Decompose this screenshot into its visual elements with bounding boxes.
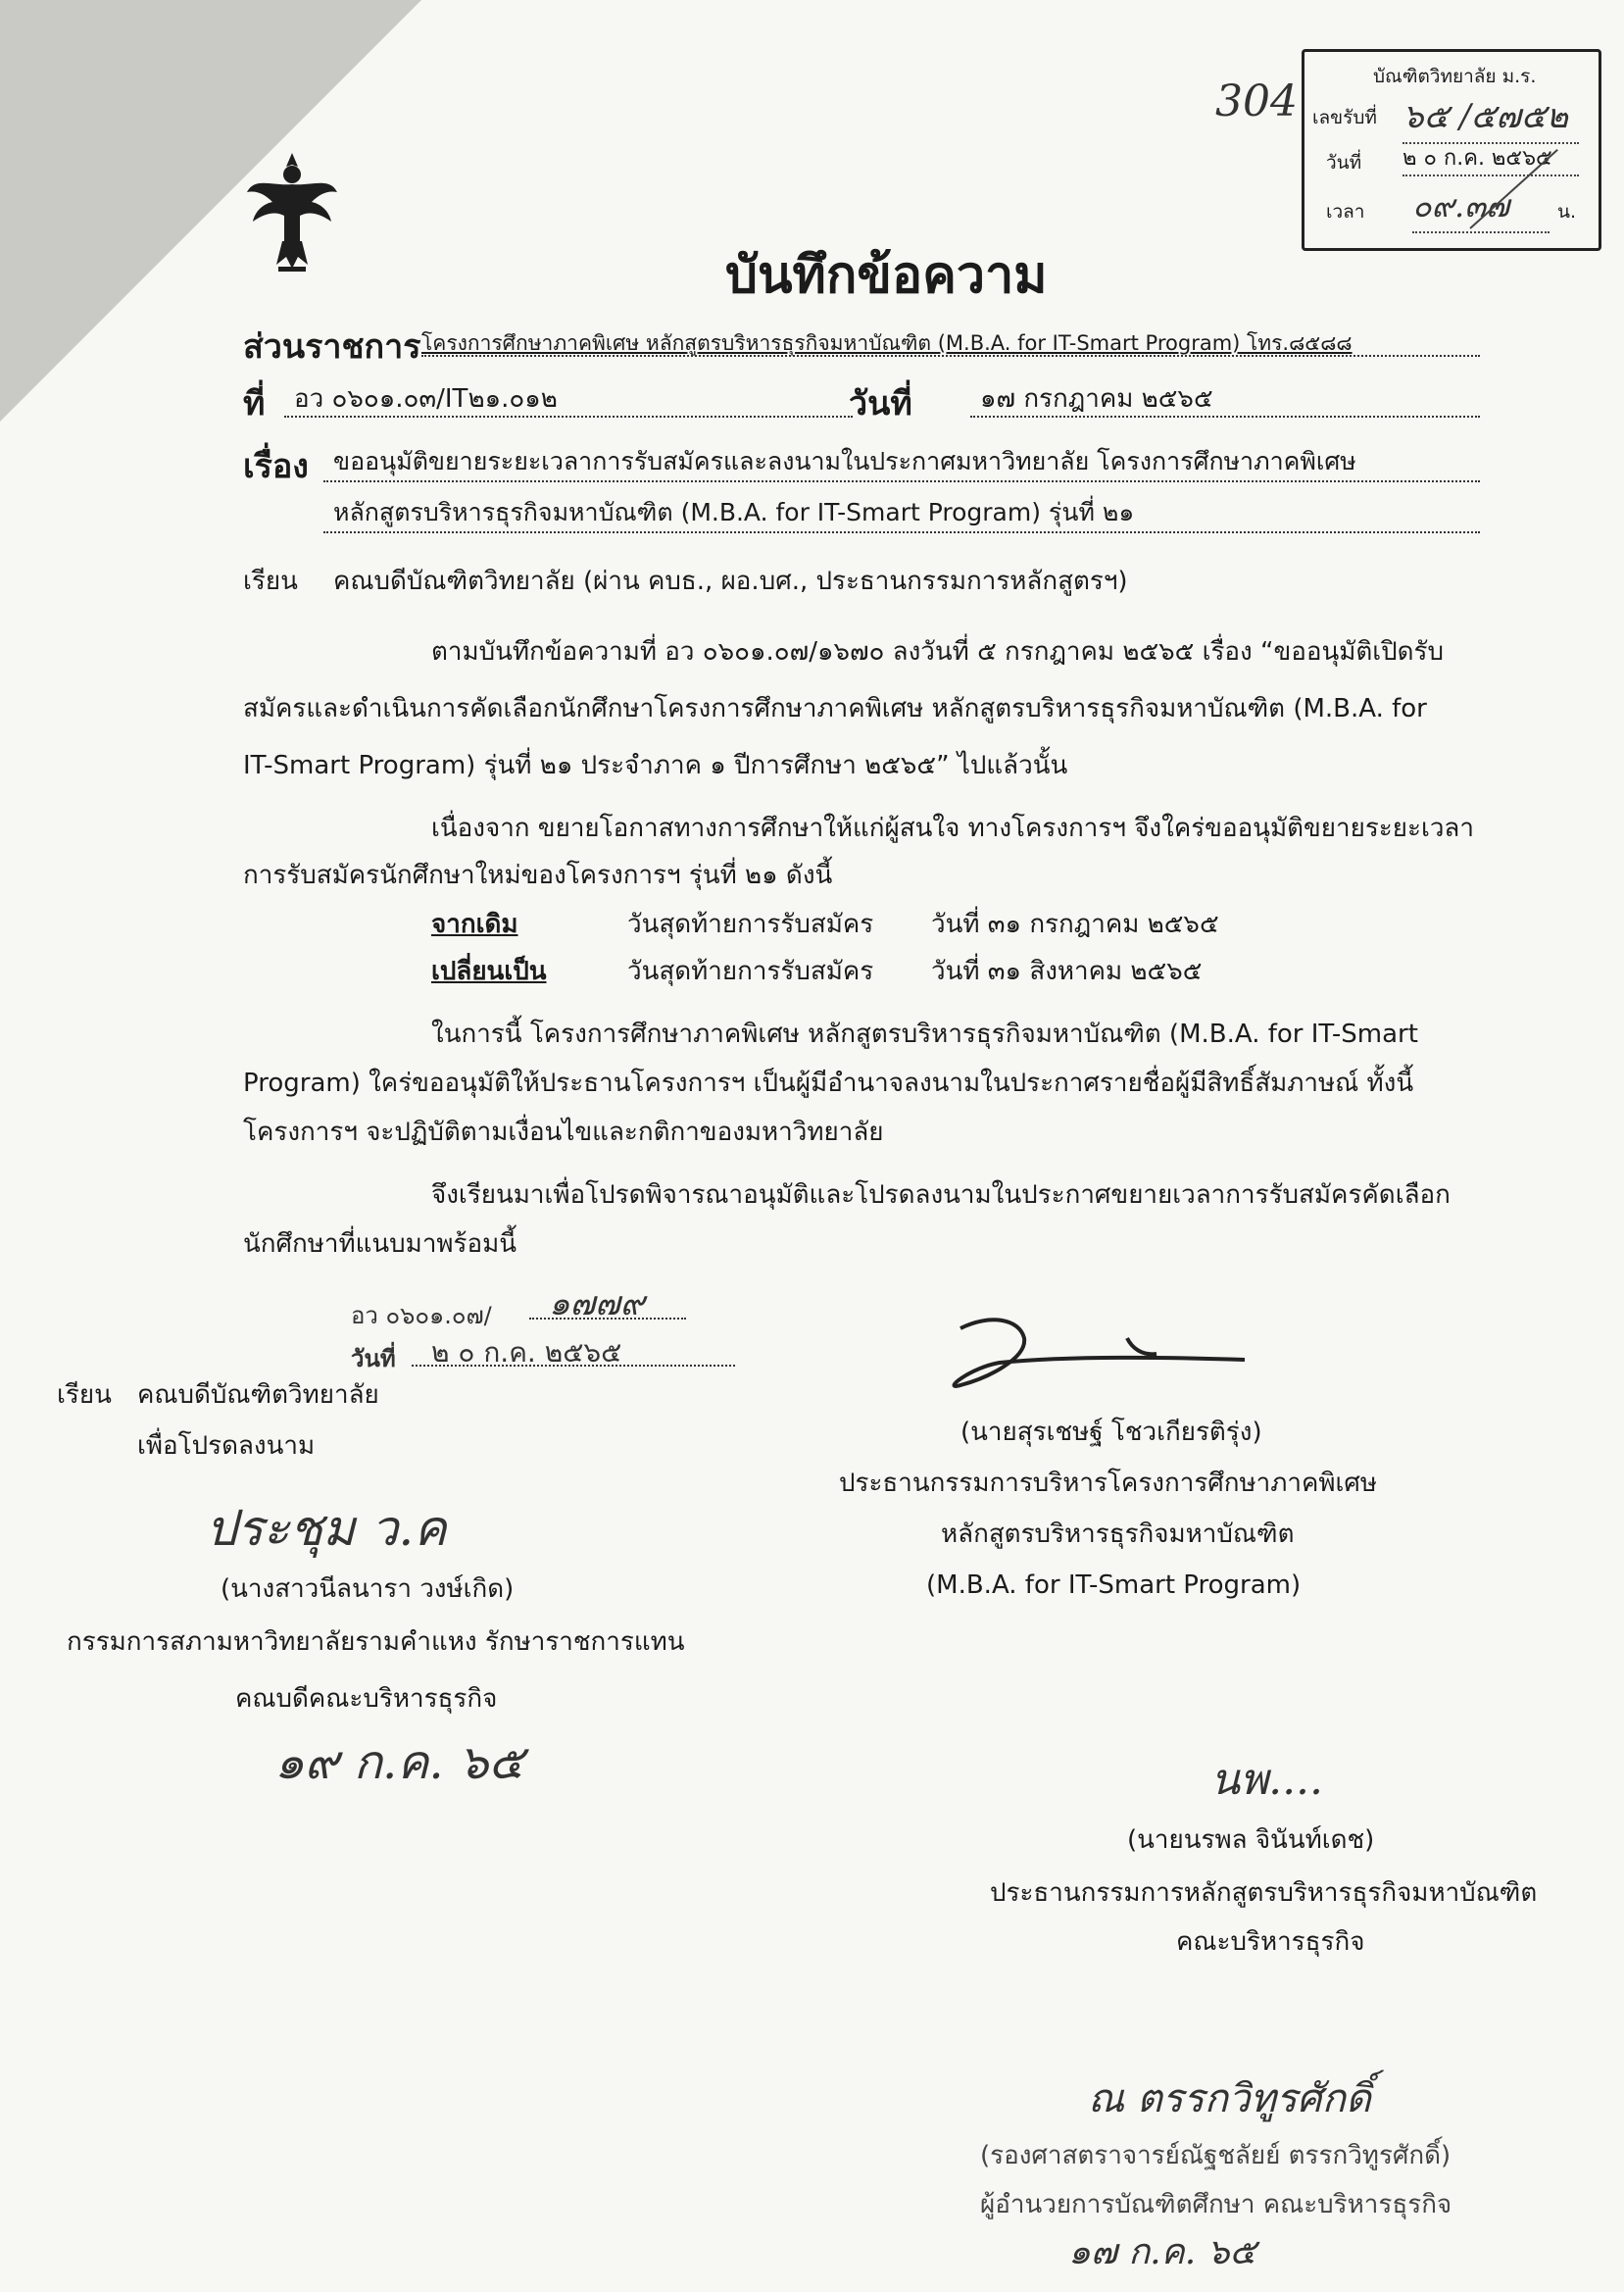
subject-line-1: ขออนุมัติขยายระยะเวลาการรับสมัครและลงนามในประกาศมหาวิทยาลัย โครงการศึกษาภาคพิเศษ (333, 447, 1356, 475)
outgoing-date-rule (412, 1365, 735, 1367)
endorse-to-value: คณบดีบัณฑิตวิทยาลัย (137, 1380, 379, 1410)
paragraph-3-line: Program) ใคร่ขออนุมัติให้ประธานโครงการฯ เป็นผู้มีอำนาจลงนามในประกาศรายชื่อผู้มีสิทธิ์สัมภาษณ์ ทั้งนี้ (243, 1069, 1414, 1098)
paragraph-1-line: สมัครและดำเนินการคัดเลือกนักศึกษาโครงการศึกษาภาคพิเศษ หลักสูตรบริหารธุรกิจมหาบัณฑิต (M.B.A. for (243, 694, 1427, 723)
stamp-date-label: วันที่ (1326, 152, 1362, 174)
garuda-emblem-icon (243, 147, 341, 274)
endorse-title: คณบดีคณะบริหารธุรกิจ (235, 1684, 498, 1714)
number-rule (284, 416, 853, 418)
signer-graduate-name: (รองศาสตราจารย์ณัฐชลัยย์ ตรรกวิทูรศักดิ์) (980, 2141, 1452, 2170)
stamp-time-label: เวลา (1326, 201, 1365, 223)
change-from-label: จากเดิม (431, 910, 518, 939)
change-from-date: วันที่ ๓๑ กรกฎาคม ๒๕๖๕ (931, 910, 1219, 939)
outgoing-date-value: ๒ ๐ ก.ค. ๒๕๖๕ (431, 1336, 622, 1369)
stamp-receipt-number: ๖๕ /๕๗๕๒ (1403, 89, 1579, 144)
outgoing-number-hand: ๑๗๗๙ (549, 1284, 645, 1323)
agency-label: ส่วนราชการ (243, 327, 421, 367)
to-value: คณบดีบัณฑิตวิทยาลัย (ผ่าน คบธ., ผอ.บศ., ประธานกรรมการหลักสูตรฯ) (333, 567, 1128, 596)
stamp-receipt-label: เลขรับที่ (1312, 107, 1377, 128)
paragraph-1-line: IT-Smart Program) รุ่นที่ ๒๑ ประจำภาค ๑ ปีการศึกษา ๒๕๖๕” ไปแล้วนั้น (243, 751, 1068, 780)
signer-main-title: หลักสูตรบริหารธุรกิจมหาบัณฑิต (941, 1520, 1295, 1549)
paragraph-2-line: การรับสมัครนักศึกษาใหม่ของโครงการฯ รุ่นที่ ๒๑ ดังนี้ (243, 861, 833, 890)
signer-graduate-signature: ณ ตรรกวิทูรศักดิ์ (1088, 2076, 1371, 2121)
subject-rule-1 (323, 480, 1480, 482)
endorse-name: (นางสาวนีลนารา วงษ์เกิด) (221, 1574, 515, 1604)
paragraph-3-line: โครงการฯ จะปฏิบัติตามเงื่อนไขและกติกาของมหาวิทยาลัย (243, 1118, 884, 1147)
signature-main-icon (931, 1309, 1255, 1417)
paragraph-2-line: เนื่องจาก ขยายโอกาสทางการศึกษาให้แก่ผู้สนใจ ทางโครงการฯ จึงใคร่ขออนุมัติขยายระยะเวลา (431, 814, 1474, 843)
paragraph-1-line: ตามบันทึกข้อความที่ อว ๐๖๐๑.๐๗/๑๖๗๐ ลงวันที่ ๕ กรกฎาคม ๒๕๖๕ เรื่อง “ขออนุมัติเปิดรับ (431, 637, 1445, 667)
handwritten-number: 304 (1215, 76, 1298, 126)
signer-program-signature: นพ.... (1210, 1755, 1324, 1805)
agency-value: โครงการศึกษาภาคพิเศษ หลักสูตรบริหารธุรกิจมหาบัณฑิต (M.B.A. for IT-Smart Program) โทร.๘๕๘๘ (421, 331, 1353, 355)
number-value: อว ๐๖๐๑.๐๓/IT๒๑.๐๑๒ (294, 384, 558, 414)
stamp-time-value: ๐๙.๓๗ (1412, 181, 1550, 233)
endorse-signature: ประชุม ว.ค (206, 1500, 447, 1557)
endorse-date: ๑๙ ก.ค. ๖๕ (274, 1735, 524, 1790)
endorse-title: กรรมการสภามหาวิทยาลัยรามคำแหง รักษาราชการแทน (67, 1627, 685, 1657)
outgoing-number-rule (529, 1318, 686, 1320)
signer-main-name: (นายสุรเชษฐ์ โชวเกียรติรุ่ง) (960, 1418, 1262, 1447)
memo-title: บันทึกข้อความ (725, 246, 1048, 305)
signer-program-title: ประธานกรรมการหลักสูตรบริหารธุรกิจมหาบัณฑิต (990, 1878, 1538, 1908)
subject-rule-2 (323, 531, 1480, 533)
paragraph-4-line: จึงเรียนมาเพื่อโปรดพิจารณาอนุมัติและโปรดลงนามในประกาศขยายเวลาการรับสมัครคัดเลือก (431, 1180, 1451, 1210)
change-to-date: วันที่ ๓๑ สิงหาคม ๒๕๖๕ (931, 957, 1203, 986)
stamp-date-value: ๒ ๐ ก.ค. ๒๕๖๕ (1403, 140, 1579, 176)
subject-line-2: หลักสูตรบริหารธุรกิจมหาบัณฑิต (M.B.A. for IT-Smart Program) รุ่นที่ ๒๑ (333, 498, 1135, 526)
endorse-purpose: เพื่อโปรดลงนาม (137, 1431, 316, 1461)
signer-main-title: ประธานกรรมการบริหารโครงการศึกษาภาคพิเศษ (839, 1469, 1378, 1498)
signer-main-title: (M.B.A. for IT-Smart Program) (926, 1570, 1302, 1600)
date-label: วันที่ (849, 384, 912, 424)
signer-graduate-title: ผู้อำนวยการบัณฑิตศึกษา คณะบริหารธุรกิจ (980, 2190, 1452, 2219)
date-value: ๑๗ กรกฎาคม ๒๕๖๕ (980, 384, 1213, 414)
outgoing-number: อว ๐๖๐๑.๐๗/ (351, 1302, 492, 1329)
signer-program-title: คณะบริหารธุรกิจ (1176, 1927, 1365, 1957)
to-label: เรียน (243, 567, 298, 596)
date-rule (970, 416, 1480, 418)
endorse-to-label: เรียน (57, 1380, 112, 1410)
agency-rule (421, 355, 1480, 357)
change-to-desc: วันสุดท้ายการรับสมัคร (627, 957, 874, 986)
stamp-office: บัณฑิตวิทยาลัย ม.ร. (1373, 66, 1537, 87)
stamp-time-suffix: น. (1557, 201, 1577, 223)
signer-program-name: (นายนรพล จินันท์เดช) (1127, 1825, 1375, 1855)
paragraph-3-line: ในการนี้ โครงการศึกษาภาคพิเศษ หลักสูตรบริหารธุรกิจมหาบัณฑิต (M.B.A. for IT-Smart (431, 1020, 1418, 1049)
paragraph-4-line: นักศึกษาที่แนบมาพร้อมนี้ (243, 1229, 517, 1259)
outgoing-date-label: วันที่ (351, 1345, 396, 1372)
signer-graduate-date: ๑๗ ก.ค. ๖๕ (1068, 2232, 1256, 2272)
change-from-desc: วันสุดท้ายการรับสมัคร (627, 910, 874, 939)
change-to-label: เปลี่ยนเป็น (431, 957, 547, 986)
number-label: ที่ (243, 384, 266, 424)
subject-label: เรื่อง (243, 447, 309, 486)
